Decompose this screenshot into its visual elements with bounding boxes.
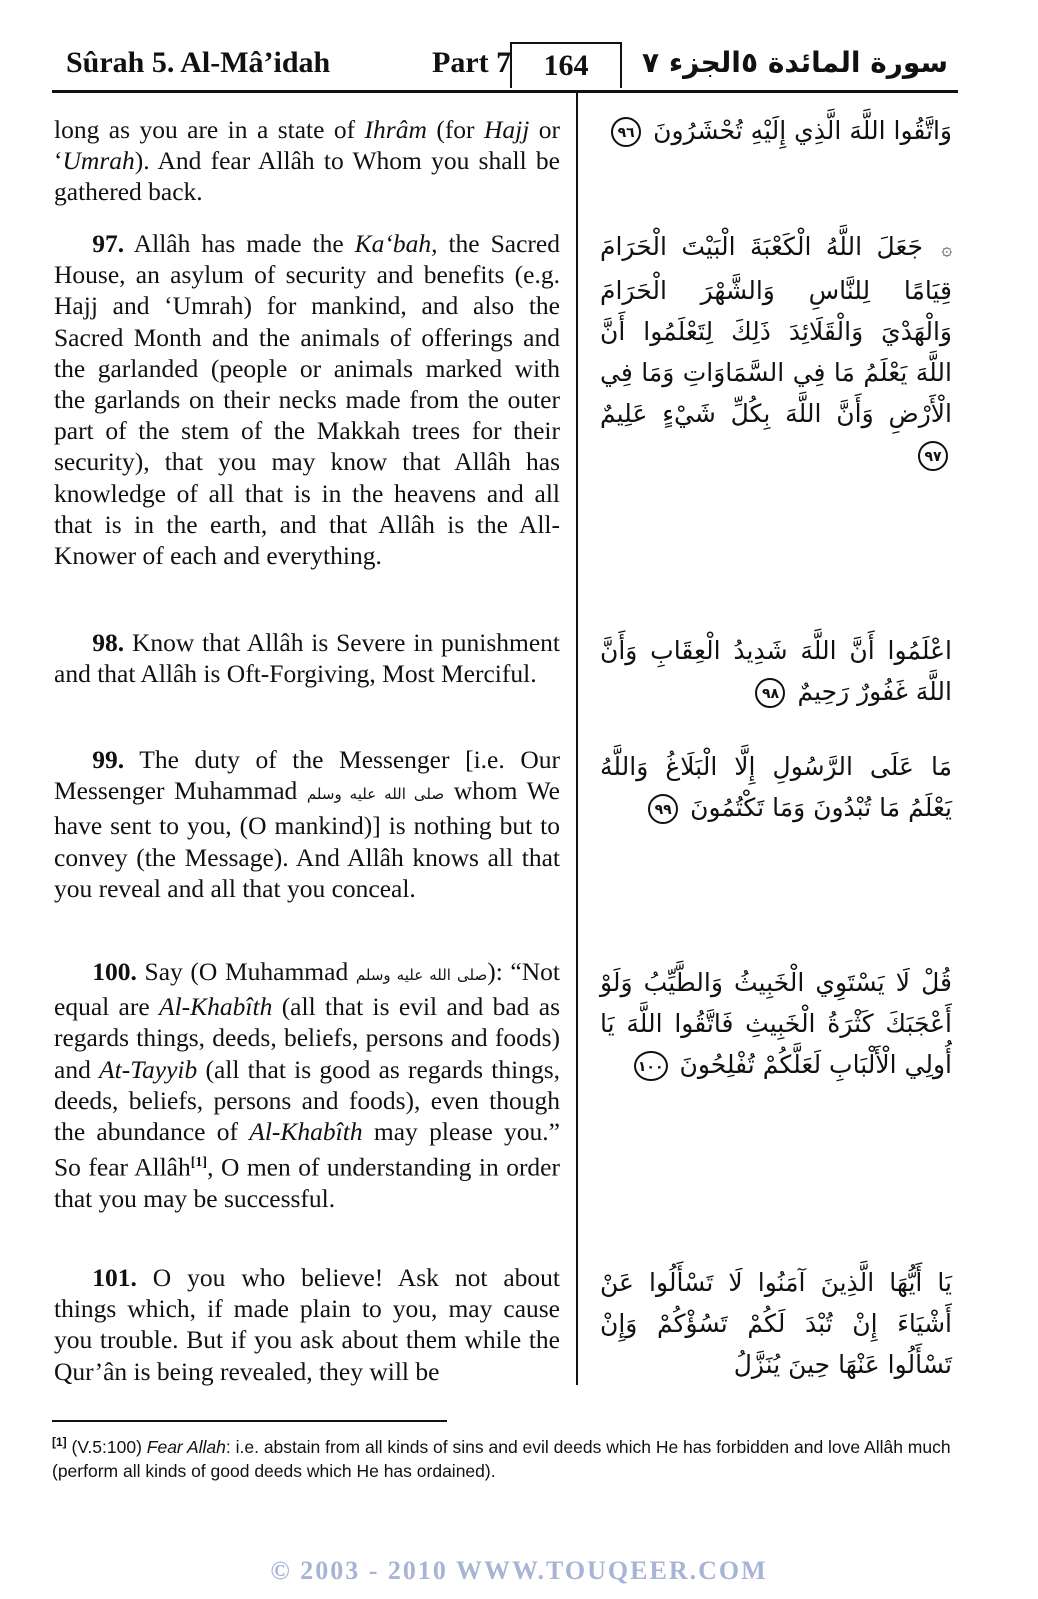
text: (for <box>426 115 484 144</box>
verse-99-ar <box>600 746 952 828</box>
footnote-term: Fear Allah <box>146 1436 226 1457</box>
term-hajj: Hajj <box>483 115 530 144</box>
verse-number: 99. <box>92 745 125 774</box>
verse-98-ar <box>600 630 952 712</box>
arabic-text: يَا أَيُّهَا الَّذِينَ آمَنُوا لَا تَسْأَلُوا عَنْ أَشْيَاءَ إِنْ تُبْدَ لَكُمْ تَسُؤْكُمْ وَإِنْ تَسْأَلُوا عَنْهَا حِينَ يُنَزَّلُ <box>600 1268 952 1379</box>
text: Say (O Muhammad <box>136 957 356 986</box>
footnote-text: : i.e. abstain from all kinds of sins and evil deeds which He has forbidden and love Allâh much (perform all kinds of good deeds which He has ordained). <box>52 1436 951 1481</box>
footnote-ref: (V.5:100) <box>66 1436 147 1457</box>
salutation-ar: صلى الله عليه وسلم <box>306 785 445 804</box>
text: the Sacred House, an asylum of security and benefits (e.g. Hajj and ‘Umrah) for mankind, and also the Sacred Month and the animals of offerings and the garlanded (people or animals marked with the garlands on their necks made from the outer part of the stem of the Makkah trees for their security), that you may know that Allâh has knowledge of all that is in the heavens and all that is in the earth, and that Allâh is the All-Knower of each and everything. <box>54 229 560 571</box>
term-umrah: Umrah <box>62 146 135 176</box>
page-number: 164 <box>510 42 622 88</box>
arabic-text: قُلْ لَا يَسْتَوِي الْخَبِيثُ وَالطَّيِّبُ وَلَوْ أَعْجَبَكَ كَثْرَةُ الْخَبِيثِ فَاتَّقُوا اللَّهَ يَا أُولِي الْأَلْبَابِ لَعَلَّكُمْ تُفْلِحُونَ <box>600 968 952 1079</box>
term-al-khabith: Al-Khabîth <box>159 992 273 1022</box>
verse-number: 97. <box>92 229 125 258</box>
verse-100-en <box>54 956 560 1214</box>
footnote-mark: [1] <box>52 1435 67 1449</box>
footnote <box>52 1430 952 1483</box>
arabic-text: اعْلَمُوا أَنَّ اللَّهَ شَدِيدُ الْعِقَابِ وَأَنَّ اللَّهَ غَفُورٌ رَحِيمٌ <box>600 636 952 706</box>
term-at-tayyib: At-Tayyib <box>99 1054 198 1084</box>
verse-97-en <box>54 228 560 571</box>
text: long as you are in a state of <box>54 115 365 144</box>
verse-end-marker: ٩٩ <box>648 794 678 824</box>
salutation-ar: صلى الله عليه وسلم <box>355 966 488 984</box>
verse-101-ar <box>600 1262 952 1385</box>
term-al-khabith: Al-Khabîth <box>249 1117 363 1147</box>
part-label: Part 7 <box>432 46 512 79</box>
verse-97-ar <box>600 226 952 475</box>
text: Allâh has made the <box>124 229 355 258</box>
text: , O men of understanding in order that you may be successful. <box>54 1152 560 1213</box>
text: The duty of the Messenger [i.e. Our Messenger Muhammad <box>54 745 560 806</box>
surah-title-ar: سورة المائدة ٥ <box>741 46 948 79</box>
text: O you who believe! Ask not about things which, if made plain to you, may cause you trouble. But if you ask about them while the Qur’ân is being revealed, they will be <box>54 1263 560 1386</box>
copyright-notice: © 2003 - 2010 WWW.TOUQEER.COM <box>270 1556 768 1585</box>
arabic-text: مَا عَلَى الرَّسُولِ إِلَّا الْبَلَاغُ وَاللَّهُ يَعْلَمُ مَا تُبْدُونَ وَمَا تَكْتُمُونَ <box>600 752 952 822</box>
term-kabah: Ka‘bah, <box>354 229 438 258</box>
verse-96-cont-en <box>54 114 560 208</box>
verse-98-en <box>54 627 560 689</box>
column-divider <box>576 93 578 1385</box>
header-rule <box>52 90 958 93</box>
text: whom We have sent to you, (O mankind)] is nothing but to convey (the Message). And Allâh knows all that you reveal and all that you conceal. <box>54 776 560 903</box>
text: ). And fear Allâh to Whom you shall be gathered back. <box>54 146 560 207</box>
rub-el-hizb-icon: ۞ <box>941 239 952 260</box>
verse-100-ar <box>600 962 952 1085</box>
verse-number: 100. <box>92 957 137 986</box>
juz-label-ar: الجزء ٧ <box>642 46 741 79</box>
verse-end-marker: ٩٦ <box>611 117 641 147</box>
text: (all that is evil and bad as regards things, deeds, beliefs, persons and foods) and <box>54 992 560 1084</box>
page-header <box>52 42 958 94</box>
verse-101-en <box>54 1262 560 1387</box>
verse-end-marker: ٩٧ <box>918 441 948 471</box>
text: or ‘ <box>54 115 561 176</box>
surah-title-en: Sûrah 5. Al-Mâ’idah <box>66 46 331 79</box>
verse-number: 98. <box>92 628 125 657</box>
verse-96-cont-ar <box>600 110 952 151</box>
verse-end-marker: ٩٨ <box>755 678 785 708</box>
text: may please you.” So fear Allâh <box>54 1117 561 1182</box>
arabic-text: وَاتَّقُوا اللَّهَ الَّذِي إِلَيْهِ تُحْشَرُونَ <box>653 116 952 145</box>
text: ): “Not equal are <box>54 957 560 1022</box>
footnote-reference[interactable]: [1] <box>190 1155 208 1171</box>
text: (all that is good as regards things, deeds, beliefs, persons and foods), even though the abundance of <box>54 1054 560 1147</box>
text: Know that Allâh is Severe in punishment and that Allâh is Oft-Forgiving, Most Merciful. <box>54 628 560 689</box>
verse-99-en <box>54 744 560 904</box>
verse-end-marker: ١٠٠ <box>634 1051 668 1081</box>
term-ihram: Ihrâm <box>364 115 427 144</box>
arabic-text: جَعَلَ اللَّهُ الْكَعْبَةَ الْبَيْتَ الْحَرَامَ قِيَامًا لِلنَّاسِ وَالشَّهْرَ الْحَرَامَ وَالْهَدْيَ وَالْقَلَائِدَ ذَلِكَ لِتَعْلَمُوا أَنَّ اللَّهَ يَعْلَمُ مَا فِي السَّمَاوَاتِ وَمَا فِي الْأَرْضِ وَأَنَّ اللَّهَ بِكُلِّ شَيْءٍ عَلِيمٌ <box>600 232 952 428</box>
footnote-rule <box>52 1420 447 1422</box>
verse-number: 101. <box>92 1263 137 1292</box>
